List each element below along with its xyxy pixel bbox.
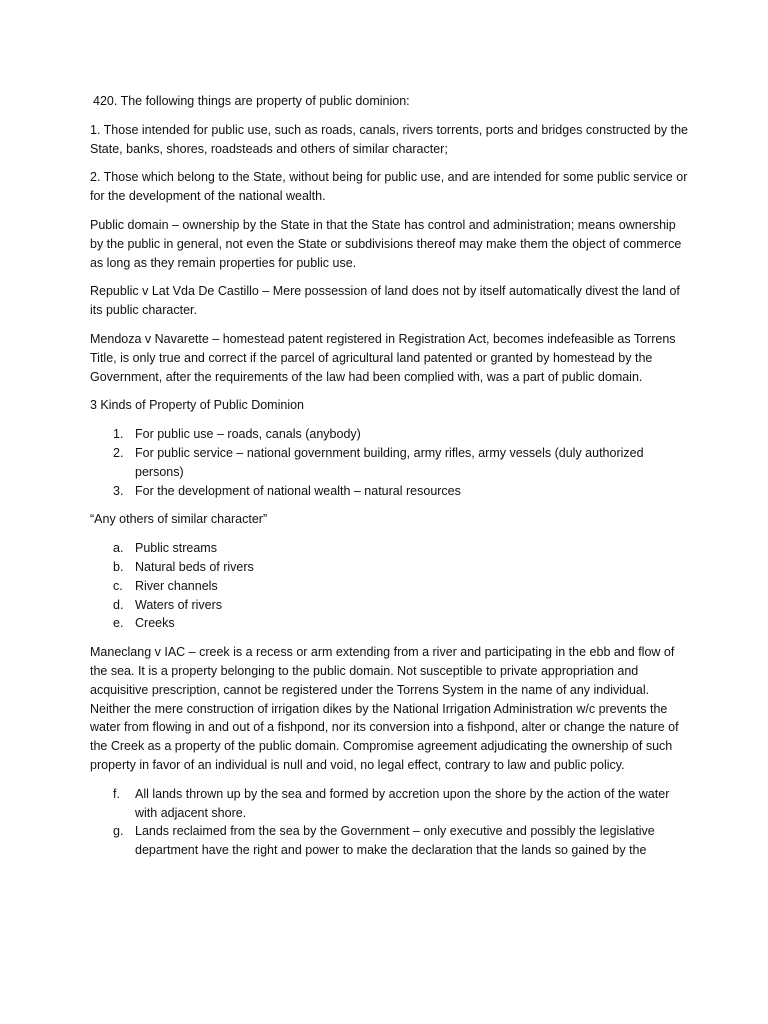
list-marker: b. (113, 559, 124, 574)
list-item-text: Waters of rivers (135, 597, 223, 612)
list-item-text: River channels (135, 578, 218, 593)
similar-character-heading: “Any others of similar character” (90, 512, 268, 527)
paragraph-three-kinds: 3 Kinds of Property of Public Dominion (90, 398, 304, 413)
list-item-text: Lands reclaimed from the sea by the Government – only executive and possibly the legislative department have the right and power to make the declaration that the lands so gained by the (135, 824, 655, 858)
list-item (90, 425, 690, 444)
paragraph-item-1: 1. Those intended for public use, such as roads, canals, rivers torrents, ports and bridges constructed by the State, banks, shores, roadsteads and others of similar character; (90, 122, 689, 156)
list-item (90, 558, 690, 577)
list-item (90, 444, 690, 482)
list-item (90, 482, 690, 501)
list-marker: f. (113, 786, 120, 801)
document-page (90, 92, 690, 870)
list-item (90, 822, 690, 860)
paragraph-mendoza-v-navarette: Mendoza v Navarette – homestead patent registered in Registration Act, becomes indefeasible as Torrens Title, is only true and correct if the parcel of agricultural land patented or granted by homestead by the Government, after the requirements of the law had been complied with, was a part of public domain. (90, 331, 676, 384)
list-marker: g. (113, 824, 124, 839)
list-marker: a. (113, 541, 124, 556)
list-item (90, 785, 690, 823)
list-item-text: Creeks (135, 616, 175, 631)
list-marker: c. (113, 578, 123, 593)
list-marker: d. (113, 597, 124, 612)
list-marker: 1. (113, 427, 124, 442)
kinds-list (90, 425, 690, 500)
list-item-text: For public service – national government building, army rifles, army vessels (duly authorized persons) (135, 445, 644, 479)
list-item-text: For public use – roads, canals (anybody) (135, 427, 361, 442)
list-item (90, 577, 690, 596)
similar-list (90, 539, 690, 633)
list-item (90, 539, 690, 558)
list-marker: 3. (113, 483, 124, 498)
list-marker: 2. (113, 445, 124, 460)
list-item (90, 596, 690, 615)
paragraph-maneclang-v-iac: Maneclang v IAC – creek is a recess or arm extending from a river and participating in the ebb and flow of the sea. It is a property belonging to the public domain. Not susceptible to private appropriation and acquisitive prescription, cannot be registered under the Torrens System in the name of any individual. Neither the mere construction of irrigation dikes by the National Irrigation Administration w/c prevents the water from flowing in and out of a fishpond, nor its conversion into a fishpond, alter or change the nature of the Creek as a property of the public domain. Compromise agreement adjudicating the ownership of such property in favor of an individual is null and void, no legal effect, contrary to law and public policy. (90, 645, 679, 772)
list-item-text: Natural beds of rivers (135, 559, 254, 574)
list-item-text: Public streams (135, 541, 217, 556)
list-item-text: For the development of national wealth – natural resources (135, 483, 461, 498)
paragraph-republic-v-castillo: Republic v Lat Vda De Castillo – Mere possession of land does not by itself automatically divest the land of its public character. (90, 284, 680, 318)
article-heading: 420. The following things are property of public dominion: (93, 94, 410, 108)
final-list (90, 785, 690, 860)
list-item (90, 614, 690, 633)
list-item-text: All lands thrown up by the sea and formed by accretion upon the shore by the action of the water with adjacent shore. (135, 786, 670, 820)
paragraph-item-2: 2. Those which belong to the State, without being for public use, and are intended for some public service or for the development of the national wealth. (90, 170, 688, 204)
paragraph-public-domain: Public domain – ownership by the State in that the State has control and administration; means ownership by the public in general, not even the State or subdivisions thereof may make them the object of commerce as long as they remain properties for public use. (90, 217, 682, 270)
list-marker: e. (113, 616, 124, 631)
